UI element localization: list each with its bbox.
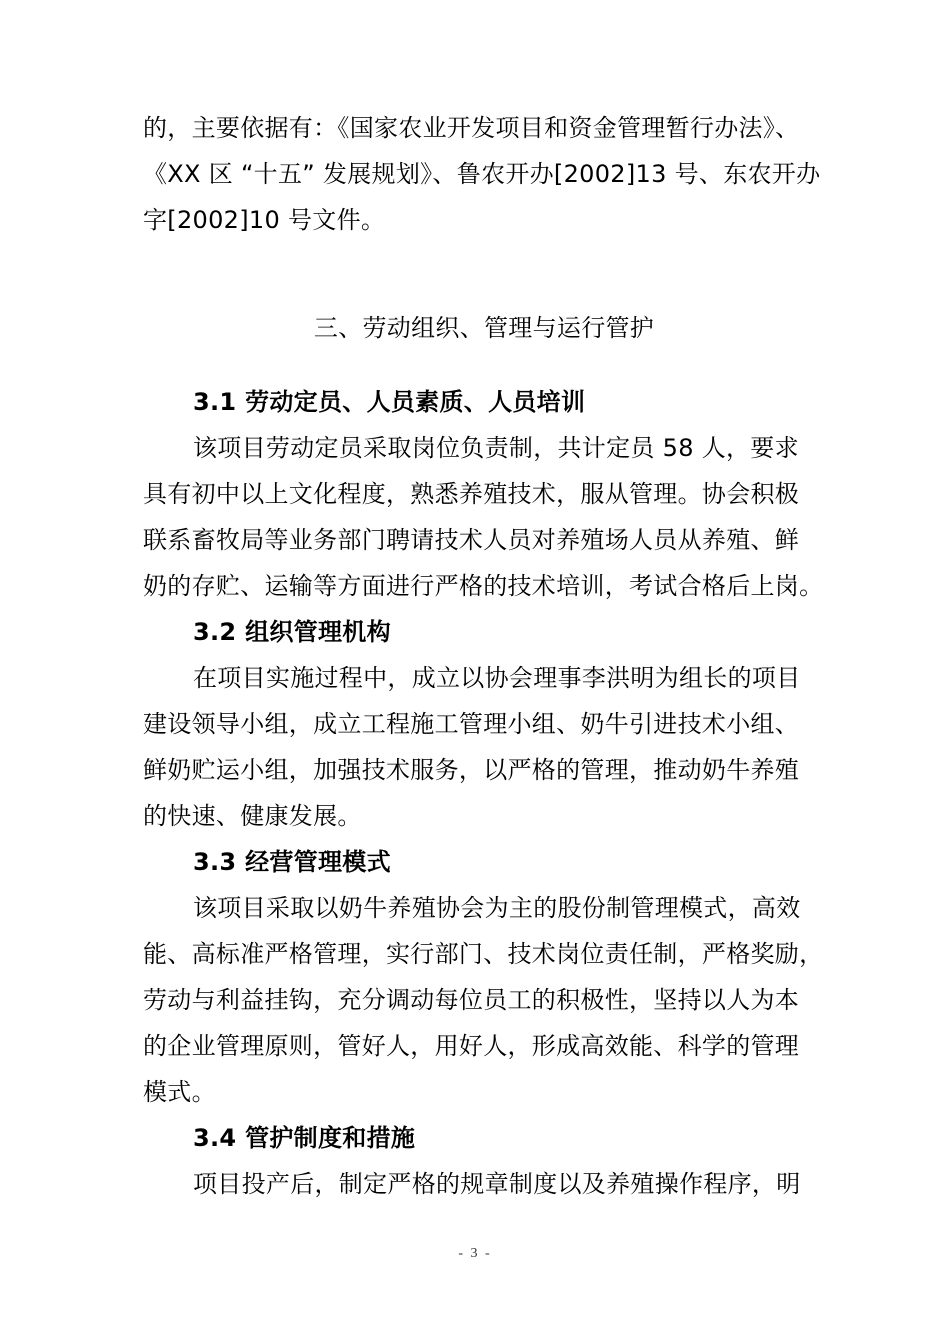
- paragraph-line: 的快速、健康发展。: [143, 802, 362, 830]
- paragraph-line: 联系畜牧局等业务部门聘请技术人员对养殖场人员从养殖、鲜: [143, 526, 800, 554]
- paragraph-line: 该项目采取以奶牛养殖协会为主的股份制管理模式，高效: [193, 894, 801, 922]
- paragraph-line: 的企业管理原则，管好人，用好人，形成高效能、科学的管理: [143, 1032, 800, 1060]
- subsection-heading-3-4: 3.4 管护制度和措施: [193, 1124, 416, 1152]
- spacer: [143, 243, 825, 305]
- paragraph-line: 建设领导小组，成立工程施工管理小组、奶牛引进技术小组、: [143, 710, 800, 738]
- subsection-heading-3-2: 3.2 组织管理机构: [193, 618, 391, 646]
- paragraph-line: 奶的存贮、运输等方面进行严格的技术培训，考试合格后上岗。: [143, 572, 824, 600]
- paragraph-line: 在项目实施过程中，成立以协会理事李洪明为组长的项目: [193, 664, 801, 692]
- intro-line-1: 的，主要依据有：《国家农业开发项目和资金管理暂行办法》、: [143, 114, 800, 142]
- subsection-heading-3-1: 3.1 劳动定员、人员素质、人员培训: [193, 388, 586, 416]
- intro-line-3: 字[2002]10 号文件。: [143, 206, 386, 234]
- paragraph-line: 该项目劳动定员采取岗位负责制，共计定员 58 人，要求: [193, 434, 799, 462]
- document-body: [143, 105, 825, 1207]
- paragraph-line: 模式。: [143, 1078, 216, 1106]
- section-title: 三、劳动组织、管理与运行管护: [313, 314, 655, 342]
- page-number: - 3 -: [458, 1246, 492, 1261]
- subsection-heading-3-3: 3.3 经营管理模式: [193, 848, 391, 876]
- spacer: [143, 351, 825, 379]
- paragraph-line: 鲜奶贮运小组，加强技术服务，以严格的管理，推动奶牛养殖: [143, 756, 800, 784]
- paragraph-line: 能、高标准严格管理，实行部门、技术岗位责任制，严格奖励，: [143, 940, 824, 968]
- paragraph-line: 项目投产后，制定严格的规章制度以及养殖操作程序，明: [193, 1170, 801, 1198]
- intro-line-2: 《XX 区 “十五” 发展规划》、鲁农开办[2002]13 号、东农开办: [143, 160, 821, 188]
- paragraph-line: 劳动与利益挂钩，充分调动每位员工的积极性，坚持以人为本: [143, 986, 800, 1014]
- paragraph-line: 具有初中以上文化程度，熟悉养殖技术，服从管理。协会积极: [143, 480, 800, 508]
